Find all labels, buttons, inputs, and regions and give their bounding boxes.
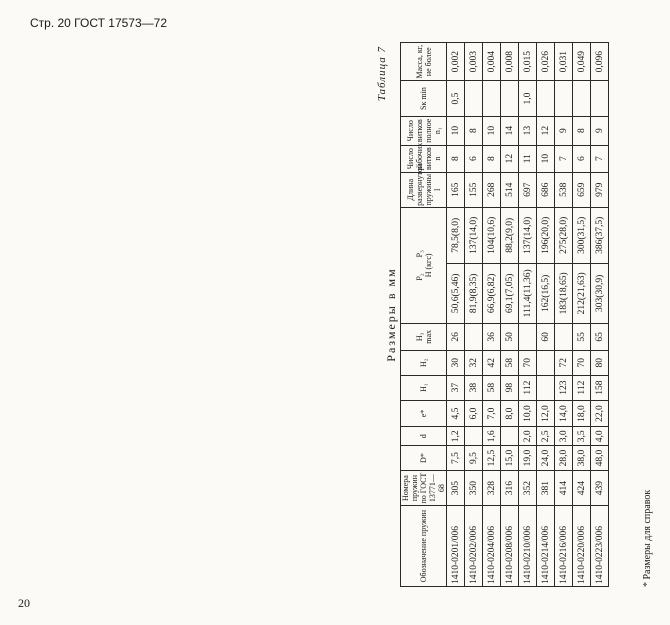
- table-cell: 26: [447, 323, 465, 350]
- table-cell: 69,1(7,05): [501, 263, 519, 323]
- table-cell: 4,5: [447, 400, 465, 427]
- table-body: [447, 43, 609, 587]
- table-cell: 12,0: [537, 400, 555, 427]
- column-header: D*: [401, 446, 447, 471]
- table-cell: 439: [591, 470, 609, 505]
- table-cell: 8: [573, 116, 591, 145]
- table-row: [591, 43, 609, 587]
- table-cell: 10: [483, 116, 501, 145]
- table-cell: 0,004: [483, 43, 501, 81]
- table-cell: 2,0: [519, 427, 537, 446]
- table-cell: 6: [465, 145, 483, 172]
- table-cell: 3,0: [555, 427, 573, 446]
- column-header: d: [401, 427, 447, 446]
- force-unit: Н (кгс): [423, 253, 433, 278]
- page-header: Стр. 20 ГОСТ 17573—72: [30, 16, 167, 30]
- spring-designation-cell: 1410-0202/006: [465, 506, 483, 587]
- table-cell: 4,0: [591, 427, 609, 446]
- table-cell: 7: [555, 145, 573, 172]
- table-cell: 7,0: [483, 400, 501, 427]
- table-cell: 0,096: [591, 43, 609, 81]
- spring-designation-cell: 1410-0201/006: [447, 506, 465, 587]
- spring-designation-cell: 1410-0214/006: [537, 506, 555, 587]
- spring-designation-cell: 1410-0208/006: [501, 506, 519, 587]
- column-header: H₁: [401, 375, 447, 400]
- table-cell: 70: [519, 350, 537, 375]
- table-cell: 42: [483, 350, 501, 375]
- table-cell: 350: [465, 470, 483, 505]
- table-row: [537, 43, 555, 587]
- table-cell: 414: [555, 470, 573, 505]
- spring-designation-cell: 1410-0220/006: [573, 506, 591, 587]
- table-cell: 8: [447, 145, 465, 172]
- table-cell: 538: [555, 172, 573, 207]
- table-cell: 328: [483, 470, 501, 505]
- table-cell: 1,0: [519, 81, 537, 116]
- table-cell: [573, 81, 591, 116]
- table-cell: 10: [537, 145, 555, 172]
- spring-designation-cell: 1410-0223/006: [591, 506, 609, 587]
- table-row: [555, 43, 573, 587]
- table-cell: 0,026: [537, 43, 555, 81]
- table-row: [519, 43, 537, 587]
- table-cell: 38,0: [573, 446, 591, 471]
- column-header: Обозначение пружин: [401, 506, 447, 587]
- table-cell: [537, 375, 555, 400]
- table-cell: 8: [483, 145, 501, 172]
- table-cell: 65: [591, 323, 609, 350]
- table-cell: [501, 427, 519, 446]
- table-cell: [519, 323, 537, 350]
- page-number: 20: [18, 596, 30, 610]
- column-header: Номера пружин по ГОСТ 13771—68: [401, 470, 447, 505]
- table-cell: 7,5: [447, 446, 465, 471]
- table-cell: 81,9(8,35): [465, 263, 483, 323]
- table-cell: 386(37,5): [591, 207, 609, 263]
- table-row: [573, 43, 591, 587]
- table-cell: 305: [447, 470, 465, 505]
- table-cell: 0,002: [447, 43, 465, 81]
- table-row: [501, 43, 519, 587]
- table-cell: 70: [573, 350, 591, 375]
- table-cell: 3,5: [573, 427, 591, 446]
- table-caption: Таблица 7: [376, 46, 388, 102]
- table-cell: 123: [555, 375, 573, 400]
- force-group-header: [401, 207, 447, 323]
- table-cell: 1,2: [447, 427, 465, 446]
- table-row: [483, 43, 501, 587]
- table-cell: 14,0: [555, 400, 573, 427]
- table-cell: 0,008: [501, 43, 519, 81]
- table-cell: 162(16,5): [537, 263, 555, 323]
- table-cell: 112: [519, 375, 537, 400]
- table-cell: 381: [537, 470, 555, 505]
- table-cell: 183(18,65): [555, 263, 573, 323]
- table-cell: 10,0: [519, 400, 537, 427]
- table-cell: [465, 427, 483, 446]
- table-cell: 8: [465, 116, 483, 145]
- footnote: * Размеры для справок: [642, 489, 653, 587]
- table-cell: 48,0: [591, 446, 609, 471]
- table-cell: 55: [573, 323, 591, 350]
- table-cell: 303(30,9): [591, 263, 609, 323]
- table-cell: 137(14,0): [519, 207, 537, 263]
- table-cell: [555, 323, 573, 350]
- table-cell: 12: [537, 116, 555, 145]
- table-cell: 9: [591, 116, 609, 145]
- table-cell: 37: [447, 375, 465, 400]
- column-header: Число витков полное n₁: [401, 116, 447, 145]
- table-cell: [501, 81, 519, 116]
- table-cell: 424: [573, 470, 591, 505]
- table-cell: 1,6: [483, 427, 501, 446]
- table-cell: 0,049: [573, 43, 591, 81]
- table-cell: 111,4(11,36): [519, 263, 537, 323]
- table-cell: 686: [537, 172, 555, 207]
- table-cell: 19,0: [519, 446, 537, 471]
- table-cell: 6,0: [465, 400, 483, 427]
- table-cell: 0,031: [555, 43, 573, 81]
- table-cell: 155: [465, 172, 483, 207]
- table-cell: [555, 81, 573, 116]
- table-cell: 212(21,63): [573, 263, 591, 323]
- table-cell: 30: [447, 350, 465, 375]
- table-cell: 98: [501, 375, 519, 400]
- table-cell: 10: [447, 116, 465, 145]
- spring-designation-cell: 1410-0216/006: [555, 506, 573, 587]
- table-cell: 275(28,0): [555, 207, 573, 263]
- table-cell: 300(31,5): [573, 207, 591, 263]
- table-cell: [465, 323, 483, 350]
- table-cell: 0,003: [465, 43, 483, 81]
- table-cell: 0,5: [447, 81, 465, 116]
- table-cell: [591, 81, 609, 116]
- table-row: [465, 43, 483, 587]
- table-cell: 50,6(5,46): [447, 263, 465, 323]
- table-cell: [483, 81, 501, 116]
- table-cell: 697: [519, 172, 537, 207]
- table-cell: 58: [501, 350, 519, 375]
- table-cell: 352: [519, 470, 537, 505]
- table-cell: 104(10,6): [483, 207, 501, 263]
- table-cell: 165: [447, 172, 465, 207]
- table-cell: 58: [483, 375, 501, 400]
- table-cell: 32: [465, 350, 483, 375]
- table-cell: 38: [465, 375, 483, 400]
- table-cell: 196(20,0): [537, 207, 555, 263]
- table-cell: 0,015: [519, 43, 537, 81]
- table-cell: 6: [573, 145, 591, 172]
- table-cell: 2,5: [537, 427, 555, 446]
- table-cell: [537, 81, 555, 116]
- table-cell: 268: [483, 172, 501, 207]
- column-header-p2: P₂: [414, 273, 424, 281]
- springs-table: [400, 42, 609, 587]
- table-cell: 15,0: [501, 446, 519, 471]
- spring-designation-cell: 1410-0210/006: [519, 506, 537, 587]
- table-cell: 12,5: [483, 446, 501, 471]
- table-cell: 18,0: [573, 400, 591, 427]
- column-header: H₃ max: [401, 323, 447, 350]
- sizes-caption: Размеры в мм: [384, 267, 398, 362]
- table-cell: 316: [501, 470, 519, 505]
- table-cell: 60: [537, 323, 555, 350]
- column-header-p3: P₃: [414, 250, 424, 258]
- table-cell: 66,9(6,82): [483, 263, 501, 323]
- table-cell: 28,0: [555, 446, 573, 471]
- table-cell: 13: [519, 116, 537, 145]
- column-header: H₂: [401, 350, 447, 375]
- table-cell: [465, 81, 483, 116]
- table-cell: 112: [573, 375, 591, 400]
- table-cell: 36: [483, 323, 501, 350]
- spring-designation-cell: 1410-0204/006: [483, 506, 501, 587]
- column-header: Sк min: [401, 81, 447, 116]
- table-cell: 80: [591, 350, 609, 375]
- table-cell: 12: [501, 145, 519, 172]
- table-cell: 514: [501, 172, 519, 207]
- column-header: Число рабочих витков n: [401, 145, 447, 172]
- rotated-table-block: [376, 42, 670, 587]
- table-row: [447, 43, 465, 587]
- table-cell: [537, 350, 555, 375]
- table-cell: 50: [501, 323, 519, 350]
- table-head: [401, 43, 447, 587]
- table-cell: 88,2(9,0): [501, 207, 519, 263]
- table-cell: 78,5(8,0): [447, 207, 465, 263]
- column-header: e*: [401, 400, 447, 427]
- table-cell: 158: [591, 375, 609, 400]
- table-cell: 9: [555, 116, 573, 145]
- table-cell: 137(14,0): [465, 207, 483, 263]
- column-header: Масса, кг, не более: [401, 43, 447, 81]
- table-cell: 11: [519, 145, 537, 172]
- table-cell: 9,5: [465, 446, 483, 471]
- table-cell: 659: [573, 172, 591, 207]
- table-cell: 7: [591, 145, 609, 172]
- table-cell: 22,0: [591, 400, 609, 427]
- column-header: Длина развернутой пружины l: [401, 172, 447, 207]
- table-cell: 979: [591, 172, 609, 207]
- table-cell: 14: [501, 116, 519, 145]
- table-cell: 72: [555, 350, 573, 375]
- table-cell: 8,0: [501, 400, 519, 427]
- table-cell: 24,0: [537, 446, 555, 471]
